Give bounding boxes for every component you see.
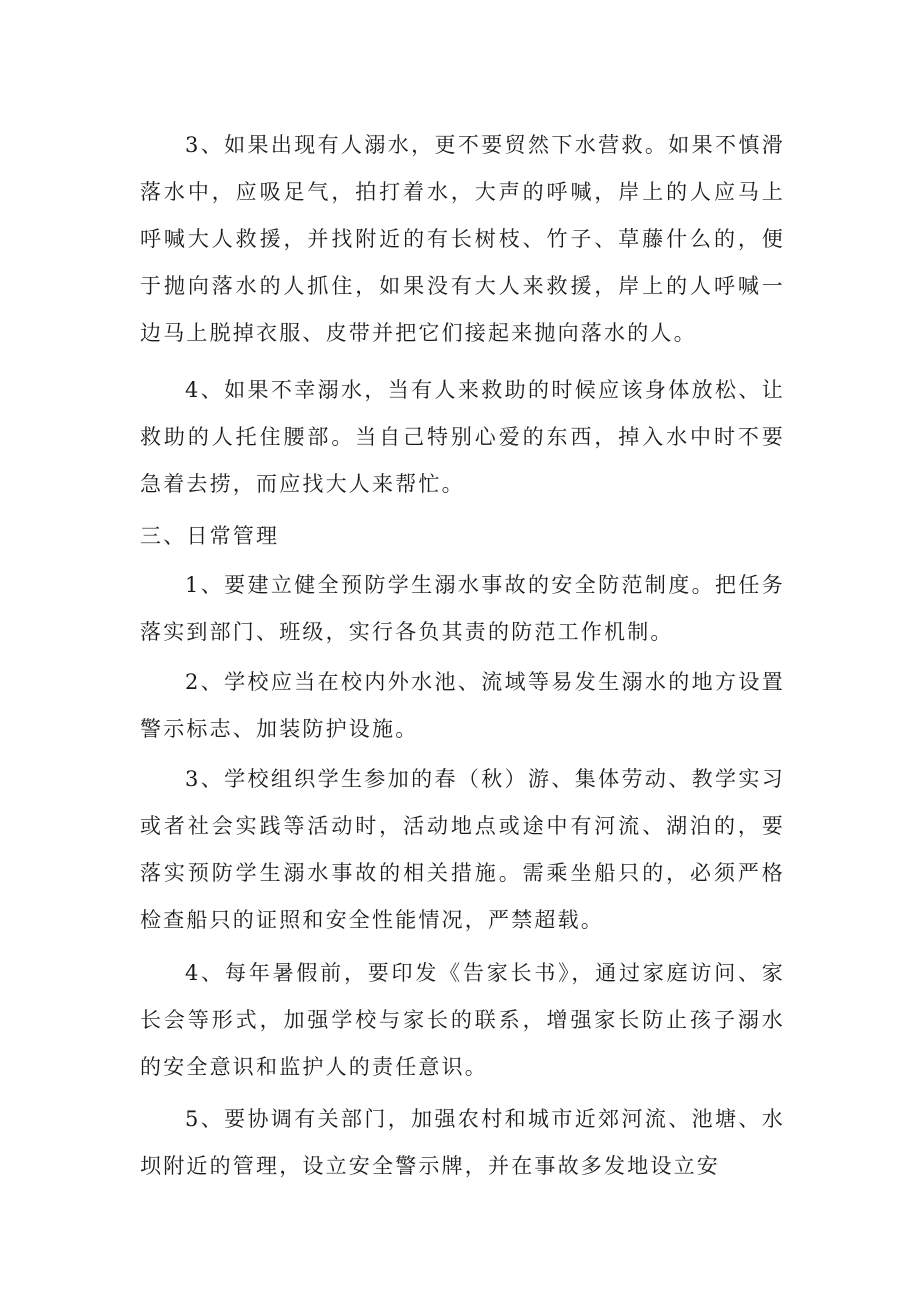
paragraph-parent-letter: 4、每年暑假前，要印发《告家长书》，通过家庭访问、家长会等形式，加强学校与家长的联系，增强家长防止孩子溺水的安全意识和监护人的责任意识。	[140, 961, 785, 1079]
paragraph-drowning-rescue: 3、如果出现有人溺水，更不要贸然下水营救。如果不慎滑落水中，应吸足气，拍打着水，大声的呼喊，岸上的人应马上呼喊大人救援，并找附近的有长树枝、竹子、草藤什么的，便于抛向落水的人抓住，如果没有大人来救援，岸上的人呼喊一边马上脱掉衣服、皮带并把它们接起来抛向落水的人。	[140, 133, 785, 345]
section-heading-daily-management: 三、日常管理	[140, 524, 280, 548]
paragraph-self-rescue: 4、如果不幸溺水，当有人来救助的时候应该身体放松、让救助的人托住腰部。当自己特别心爱的东西，掉入水中时不要急着去捞，而应找大人来帮忙。	[140, 378, 785, 496]
paragraph-safety-system: 1、要建立健全预防学生溺水事故的安全防范制度。把任务落实到部门、班级，实行各负其责的防范工作机制。	[140, 573, 785, 644]
paragraph-coordination: 5、要协调有关部门，加强农村和城市近郊河流、池塘、水坝附近的管理，设立安全警示牌，并在事故多发地设立安	[140, 1107, 785, 1178]
paragraph-warning-signs: 2、学校应当在校内外水池、流域等易发生溺水的地方设置警示标志、加装防护设施。	[140, 670, 785, 741]
paragraph-outdoor-activities: 3、学校组织学生参加的春（秋）游、集体劳动、教学实习或者社会实践等活动时，活动地点或途中有河流、湖泊的，要落实预防学生溺水事故的相关措施。需乘坐船只的，必须严格检查船只的证照和安全性能情况，严禁超载。	[140, 767, 785, 932]
